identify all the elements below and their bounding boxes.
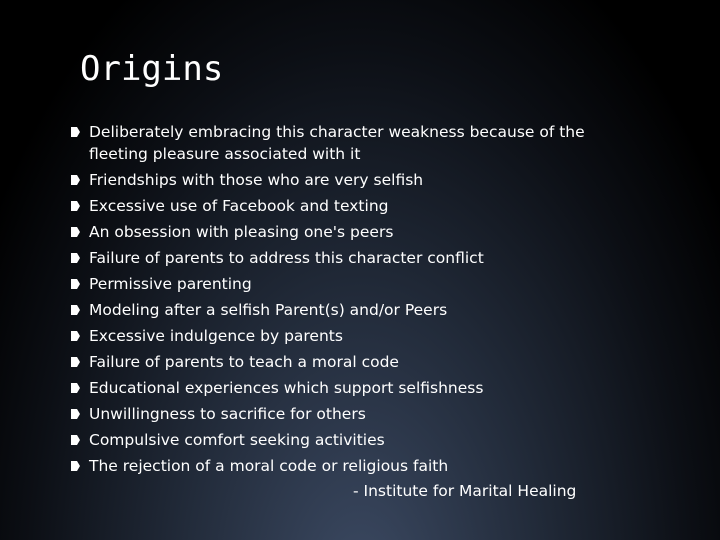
- bullet-item: [70, 273, 610, 295]
- bullet-item: [70, 377, 610, 399]
- square-bullet-icon: [70, 383, 80, 393]
- square-bullet-icon: [70, 175, 80, 185]
- bullet-text: Modeling after a selfish Parent(s) and/or Peers: [89, 301, 448, 319]
- bullet-text: Deliberately embracing this character weakness because of the fleeting pleasure associated with it: [89, 123, 585, 163]
- bullet-item: [70, 169, 610, 191]
- bullet-item: [70, 121, 610, 165]
- bullet-text: Failure of parents to address this character conflict: [89, 249, 484, 267]
- square-bullet-icon: [70, 227, 80, 237]
- square-bullet-icon: [70, 305, 80, 315]
- bullet-text: The rejection of a moral code or religious faith: [89, 457, 449, 475]
- square-bullet-icon: [70, 331, 80, 341]
- square-bullet-icon: [70, 253, 80, 263]
- square-bullet-icon: [70, 127, 80, 137]
- bullet-item: [70, 247, 610, 269]
- square-bullet-icon: [70, 201, 80, 211]
- bullet-item: [70, 351, 610, 373]
- bullet-text: An obsession with pleasing one's peers: [89, 223, 394, 241]
- bullet-item: [70, 195, 610, 217]
- square-bullet-icon: [70, 461, 80, 471]
- bullet-item: [70, 221, 610, 243]
- bullet-text: Permissive parenting: [89, 275, 252, 293]
- bullet-item: [70, 403, 610, 425]
- bullet-text: Friendships with those who are very selfish: [89, 171, 424, 189]
- square-bullet-icon: [70, 279, 80, 289]
- bullet-list: [70, 121, 610, 481]
- bullet-text: Compulsive comfort seeking activities: [89, 431, 385, 449]
- slide-title: Origins: [80, 49, 224, 89]
- bullet-item: [70, 299, 610, 321]
- attribution: - Institute for Marital Healing: [353, 482, 577, 500]
- bullet-item: [70, 325, 610, 347]
- square-bullet-icon: [70, 357, 80, 367]
- bullet-text: Excessive indulgence by parents: [89, 327, 343, 345]
- bullet-text: Educational experiences which support selfishness: [89, 379, 484, 397]
- bullet-item: [70, 455, 610, 477]
- bullet-text: Excessive use of Facebook and texting: [89, 197, 389, 215]
- square-bullet-icon: [70, 409, 80, 419]
- square-bullet-icon: [70, 435, 80, 445]
- bullet-item: [70, 429, 610, 451]
- bullet-text: Unwillingness to sacrifice for others: [89, 405, 366, 423]
- bullet-text: Failure of parents to teach a moral code: [89, 353, 399, 371]
